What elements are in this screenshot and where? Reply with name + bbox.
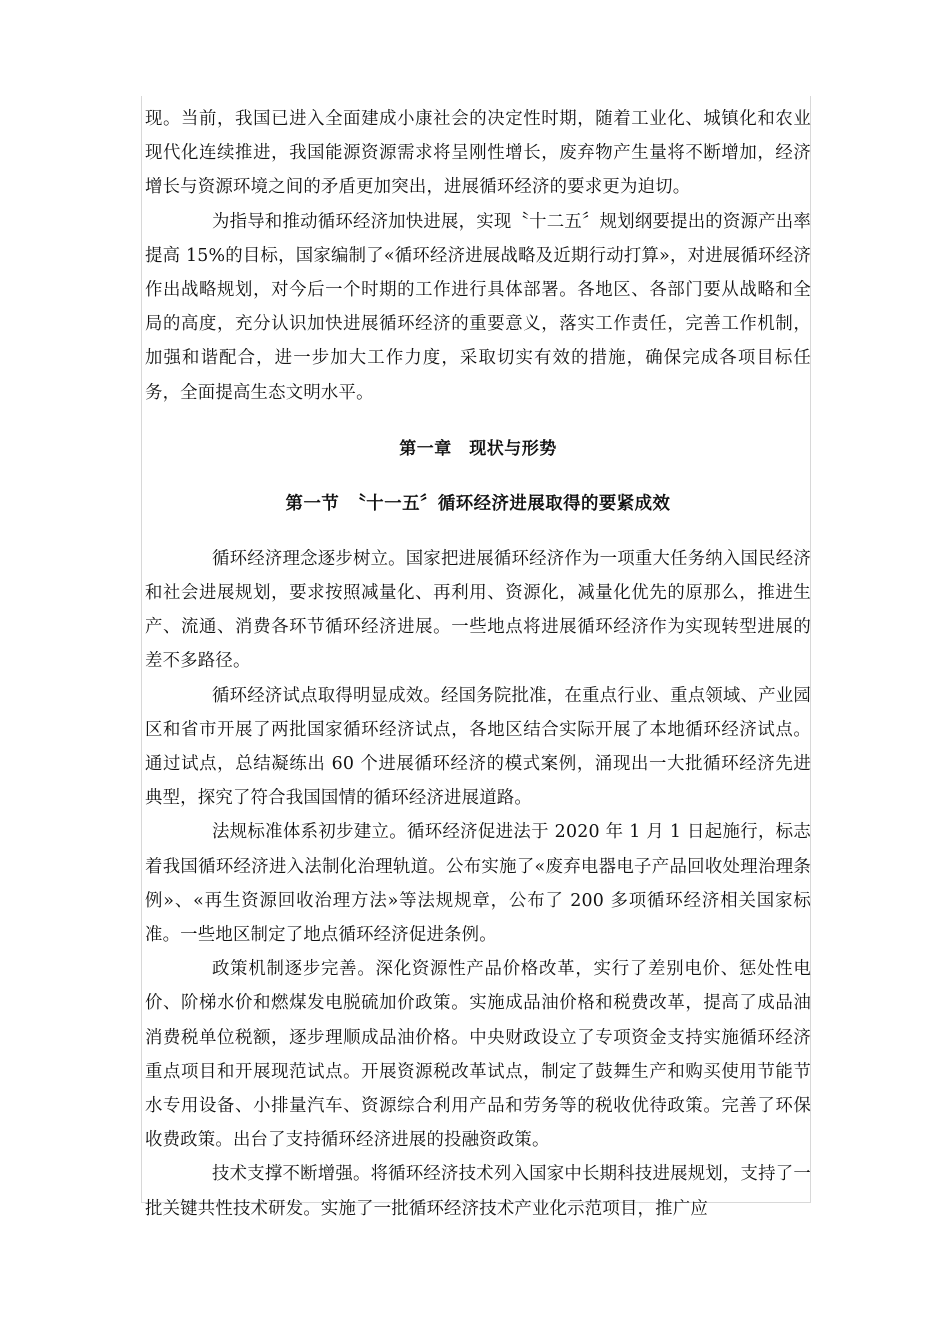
body-paragraph-5: 技术支撑不断增强。将循环经济技术列入国家中长期科技进展规划，支持了一批关键共性技术研发。实施了一批循环经济技术产业化示范项目，推广应 [145, 1164, 811, 1219]
body-paragraph-1: 循环经济理念逐步树立。国家把进展循环经济作为一项重大任务纳入国民经济和社会进展规划，要求按照减量化、再利用、资源化，减量化优先的原那么，推进生产、流通、消费各环节循环经济进展。一些地点将进展循环经济作为实现转型进展的差不多路径。 [145, 548, 811, 672]
chapter-title: 第一章 现状与形势 [399, 438, 557, 459]
body-paragraph-2: 循环经济试点取得明显成效。经国务院批准，在重点行业、重点领域、产业园区和省市开展了两批国家循环经济试点，各地区结合实际开展了本地循环经济试点。通过试点，总结凝练出 60 个进展循环经济的模式案例，涌现出一大批循环经济先进典型，探究了符合我国国情的循环经济进展道路。 [145, 685, 811, 809]
intro-paragraph-1: 现。当前，我国已进入全面建成小康社会的决定性时期，随着工业化、城镇化和农业现代化连续推进，我国能源资源需求将呈刚性增长，废弃物产生量将不断增加，经济增长与资源环境之间的矛盾更加突出，进展循环经济的要求更为迫切。 [145, 109, 811, 198]
body-paragraph-4: 政策机制逐步完善。深化资源性产品价格改革，实行了差别电价、惩处性电价、阶梯水价和燃煤发电脱硫加价政策。实施成品油价格和税费改革，提高了成品油消费税单位税额，逐步理顺成品油价格。中央财政设立了专项资金支持实施循环经济重点项目和开展现范试点。开展资源税改革试点，制定了鼓舞生产和购买使用节能节水专用设备、小排量汽车、资源综合利用产品和劳务等的税收优待政策。完善了环保收费政策。出台了支持循环经济进展的投融资政策。 [145, 959, 811, 1151]
intro-paragraph-2: 为指导和推动循环经济加快进展，实现〝十二五〞规划纲要提出的资源产出率提高 15%的目标，国家编制了«循环经济进展战略及近期行动打算»，对进展循环经济作出战略规划，对今后一个时期的工作进行具体部署。各地区、各部门要从战略和全局的高度，充分认识加快进展循环经济的重要意义，落实工作责任，完善工作机制，加强和谐配合，进一步加大工作力度，采取切实有效的措施，确保完成各项目标任务，全面提高生态文明水平。 [145, 211, 811, 403]
section-title: 第一节 〝十一五〞循环经济进展取得的要紧成效 [285, 493, 671, 514]
document-body [145, 102, 811, 1226]
body-paragraph-3: 法规标准体系初步建立。循环经济促进法于 2020 年 1 月 1 日起施行，标志着我国循环经济进入法制化治理轨道。公布实施了«废弃电器电子产品回收处理治理条例»、«再生资源回收治理方法»等法规规章，公布了 200 多项循环经济相关国家标准。一些地区制定了地点循环经济促进条例。 [145, 822, 811, 946]
